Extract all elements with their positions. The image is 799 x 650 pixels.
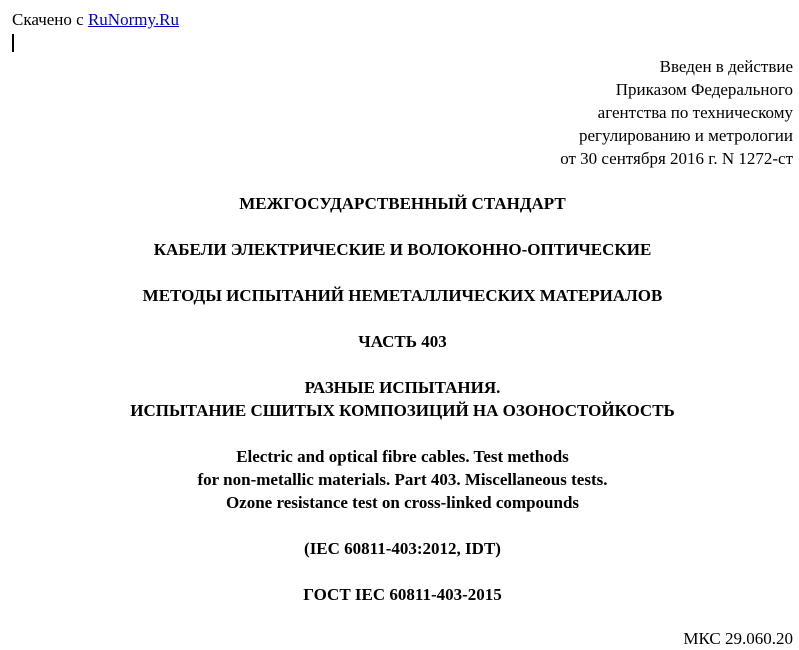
english-title-line: Ozone resistance test on cross-linked compounds [225,493,580,512]
approval-line: Приказом Федерального [615,80,793,99]
approval-line: регулированию и метрологии [578,126,793,145]
subtitle [0,376,799,422]
approval-block [560,55,793,170]
part-number [0,330,799,353]
part-number-text: ЧАСТЬ 403 [358,332,447,351]
subtitle-line-1: РАЗНЫЕ ИСПЫТАНИЯ. [304,378,501,397]
source-link[interactable]: RuNormy.Ru [87,10,179,29]
source-prefix: Скачено с [12,10,88,29]
english-title-line: Electric and optical fibre cables. Test methods [236,447,569,466]
source-line [12,9,179,31]
approval-line: от 30 сентября 2016 г. N 1272-ст [560,149,793,168]
iec-reference [0,537,799,560]
approval-line: Введен в действие [659,57,793,76]
title-line-2 [0,284,799,307]
title-line-1 [0,238,799,261]
gost-number [0,583,799,606]
subtitle-line-2: ИСПЫТАНИЕ СШИТЫХ КОМПОЗИЦИЙ НА ОЗОНОСТОЙКОСТЬ [130,401,675,420]
iec-reference-text: (IEC 60811-403:2012, IDT) [304,539,501,558]
approval-line: агентства по техническому [597,103,793,122]
gost-number-text: ГОСТ IEC 60811-403-2015 [303,585,502,604]
standard-type [0,192,799,215]
english-title-line: for non-metallic materials. Part 403. Miscellaneous tests. [197,470,608,489]
text-cursor [12,34,14,52]
title-line-1-text: КАБЕЛИ ЭЛЕКТРИЧЕСКИЕ И ВОЛОКОННО-ОПТИЧЕСКИЕ [153,240,652,259]
title-line-2-text: МЕТОДЫ ИСПЫТАНИЙ НЕМЕТАЛЛИЧЕСКИХ МАТЕРИАЛОВ [142,286,663,305]
english-title [0,445,799,514]
mks-code: МКС 29.060.20 [683,629,793,648]
standard-type-text: МЕЖГОСУДАРСТВЕННЫЙ СТАНДАРТ [239,194,566,213]
